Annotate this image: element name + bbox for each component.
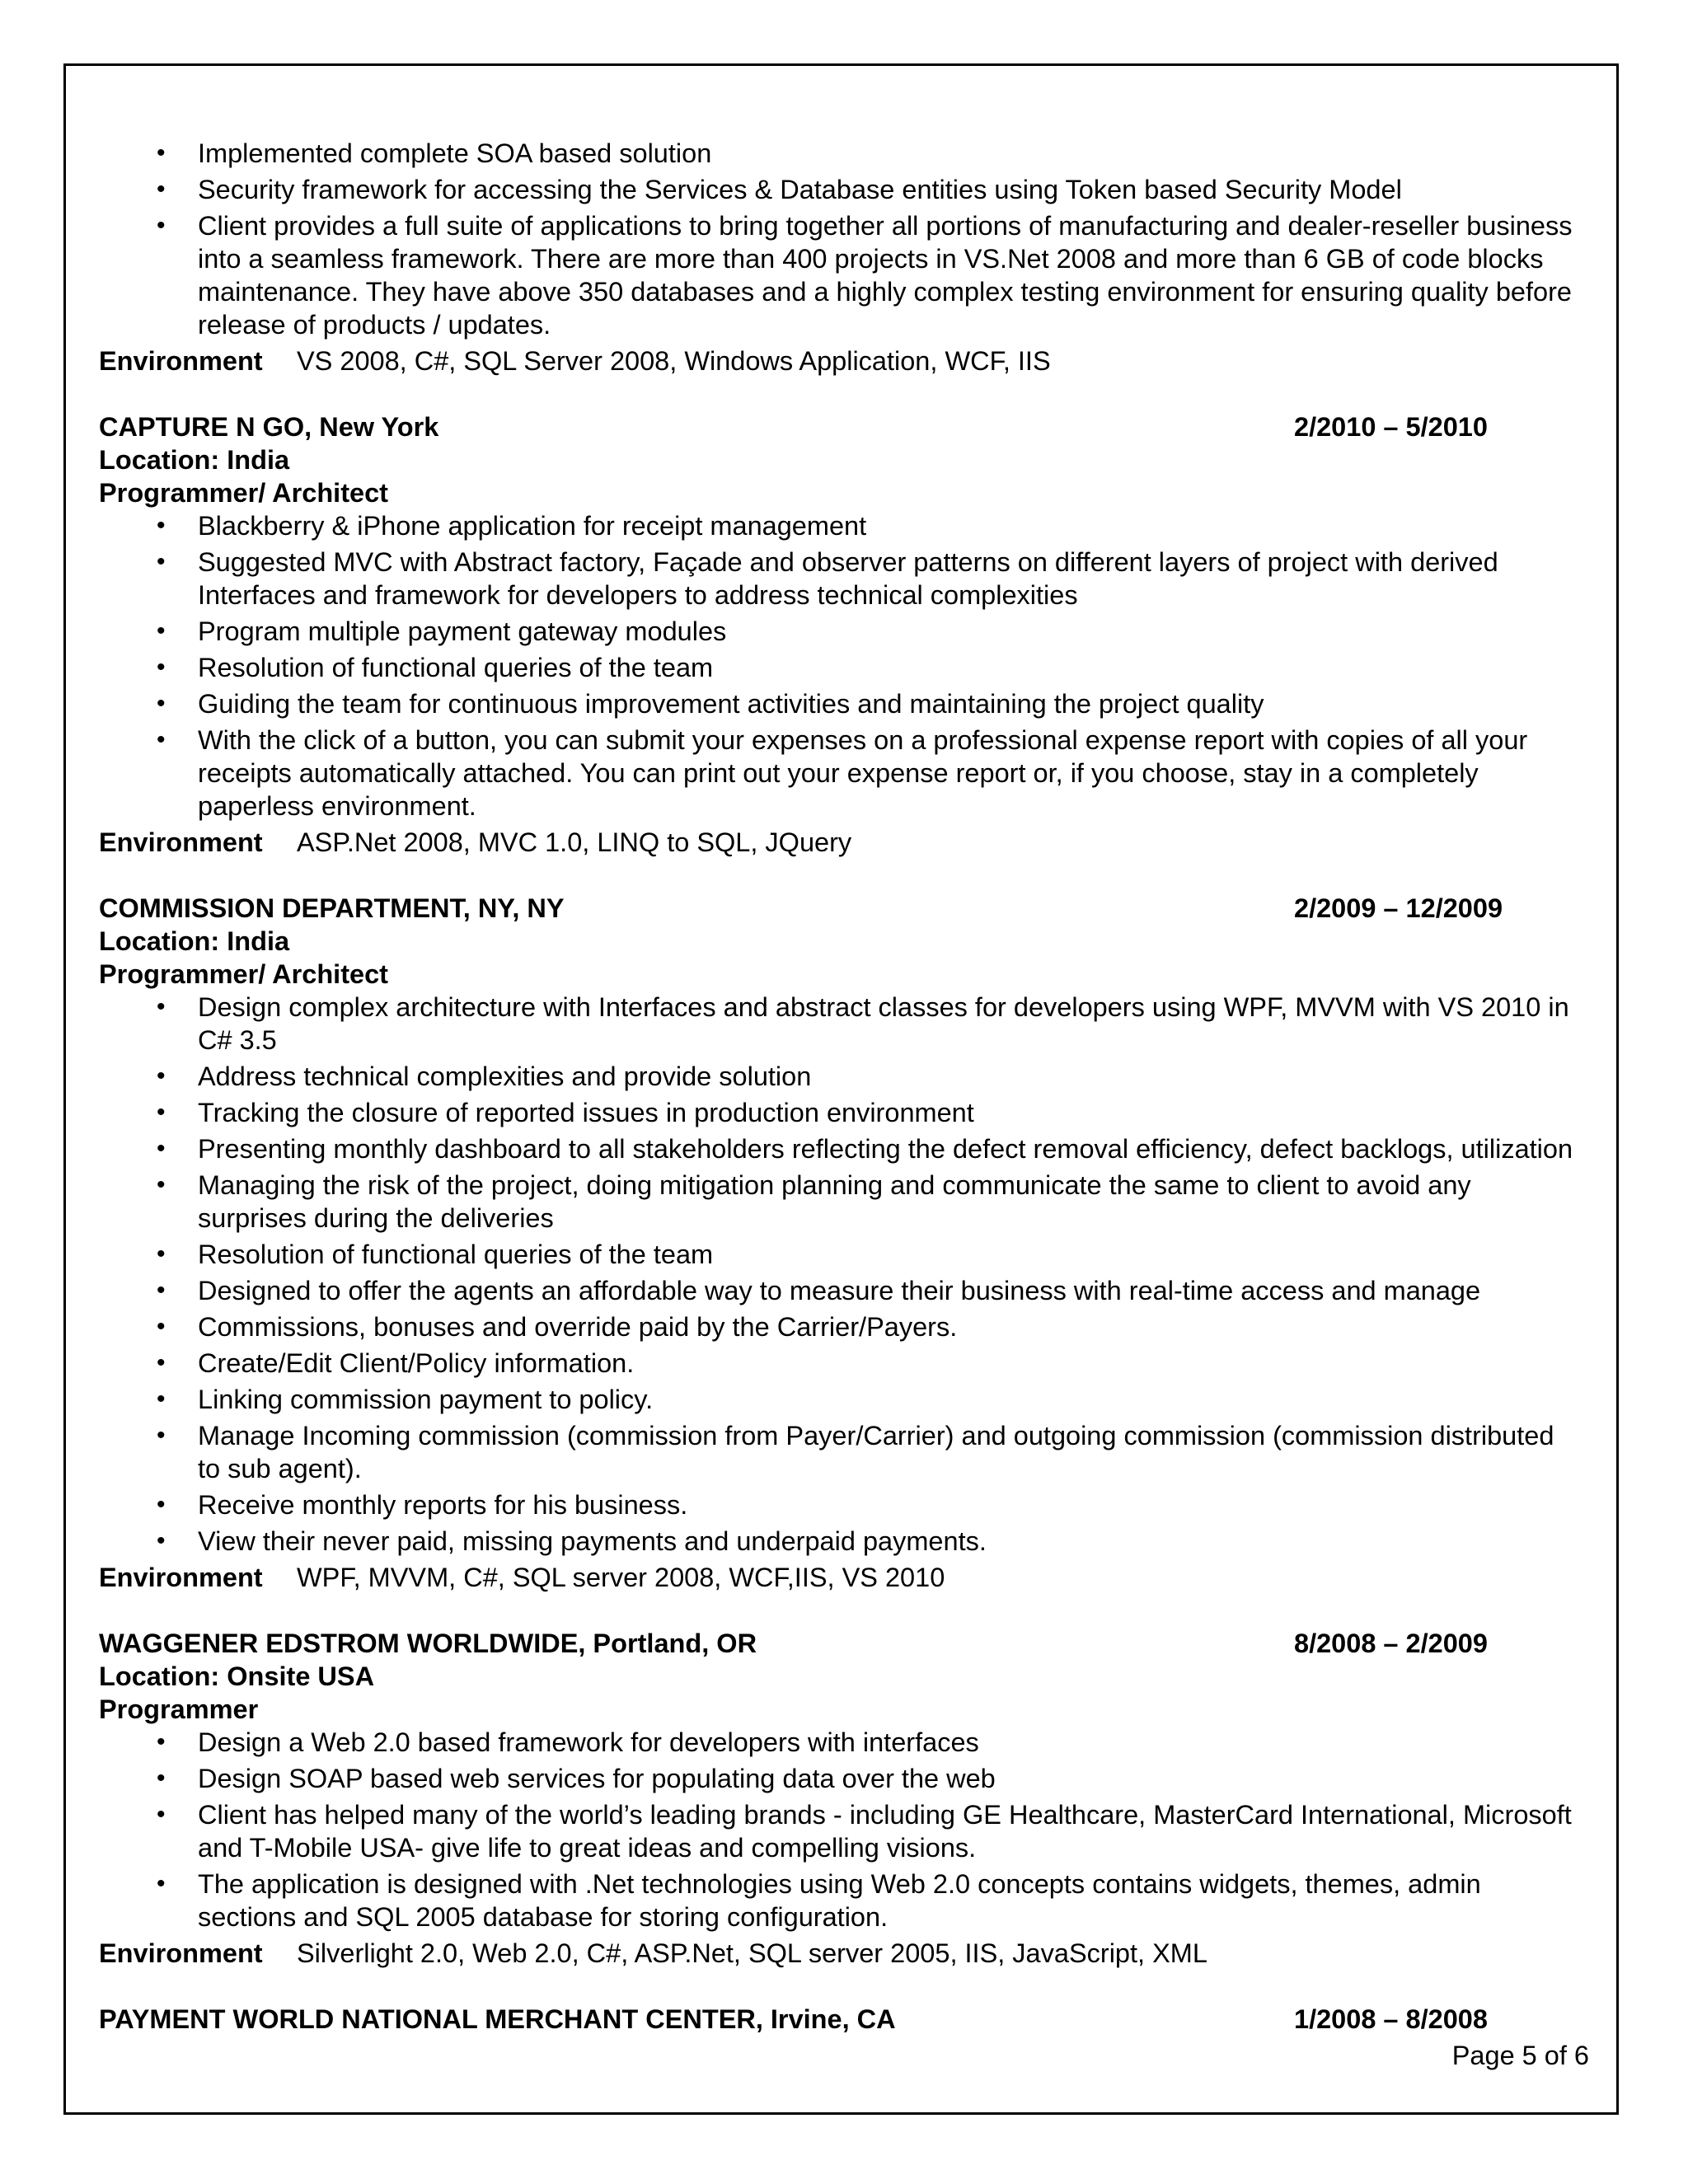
job-dates: 1/2008 – 8/2008 xyxy=(1294,2004,1488,2034)
list-item xyxy=(99,1274,1582,1307)
bullet-icon: • xyxy=(157,1313,166,1340)
bullet-icon: • xyxy=(157,1728,166,1755)
job-location: Location: Onsite USA xyxy=(99,1661,375,1691)
job-dates: 2/2010 – 5/2010 xyxy=(1294,412,1488,442)
bullet-text: Suggested MVC with Abstract factory, Façade and observer patterns on different layers of project with derived Interfaces and framework for developers to address technical complexities xyxy=(198,547,1498,610)
job-location: Location: India xyxy=(99,926,290,956)
list-item xyxy=(99,991,1582,1057)
bullet-text: Presenting monthly dashboard to all stakeholders reflecting the defect removal efficiency, defect backlogs, utilization xyxy=(198,1134,1573,1164)
bullet-icon: • xyxy=(157,1870,166,1897)
list-item xyxy=(99,724,1582,823)
list-item xyxy=(99,1868,1582,1933)
bullet-text: Resolution of functional queries of the team xyxy=(198,653,714,682)
list-item xyxy=(99,1525,1582,1558)
job-header xyxy=(99,892,1582,925)
bullet-icon: • xyxy=(157,139,166,166)
bullet-icon: • xyxy=(157,1277,166,1304)
bullet-icon: • xyxy=(157,1385,166,1413)
environment-label: Environment xyxy=(99,827,263,857)
job-entry-waggener-edstrom xyxy=(99,1627,1582,1970)
job-dates: 2/2009 – 12/2009 xyxy=(1294,893,1503,923)
list-item xyxy=(99,1383,1582,1416)
bullet-text: Commissions, bonuses and override paid by the Carrier/Payers. xyxy=(198,1312,958,1342)
job-entry-payment-world xyxy=(99,2003,1582,2036)
bullet-text: Client provides a full suite of applications to bring together all portions of manufacturing and dealer-reseller business into a seamless framework. There are more than 400 projects in VS.Net 2008 and more than 6 GB of code blocks maintenance. They have above 350 databases and a highly complex testing environment for ensuring quality before release of products / updates. xyxy=(198,211,1573,340)
bullet-text: Resolution of functional queries of the team xyxy=(198,1240,714,1269)
list-item xyxy=(99,1096,1582,1129)
job-bullet-list xyxy=(99,509,1582,823)
job-company: COMMISSION DEPARTMENT, NY, NY xyxy=(99,893,565,923)
job-company: WAGGENER EDSTROM WORLDWIDE, Portland, OR xyxy=(99,1629,757,1658)
environment-row xyxy=(99,826,1582,859)
list-item xyxy=(99,1169,1582,1235)
job-bullet-list xyxy=(99,991,1582,1558)
bullet-icon: • xyxy=(157,176,166,203)
bullet-icon: • xyxy=(157,1240,166,1268)
job-entry-commission-department xyxy=(99,892,1582,1594)
bullet-text: Blackberry & iPhone application for receipt management xyxy=(198,511,867,541)
bullet-text: Client has helped many of the world’s leading brands - including GE Healthcare, MasterCard International, Microsoft and T-Mobile USA- give life to great ideas and compelling visions. xyxy=(198,1800,1572,1863)
bullet-text: Manage Incoming commission (commission from Payer/Carrier) and outgoing commission (commission distributed to sub agent). xyxy=(198,1421,1554,1483)
bullet-text: Managing the risk of the project, doing mitigation planning and communicate the same to client to avoid any surprises during the deliveries xyxy=(198,1170,1471,1233)
list-item xyxy=(99,651,1582,684)
bullet-text: Designed to offer the agents an affordable way to measure their business with real-time access and manage xyxy=(198,1276,1481,1305)
list-item xyxy=(99,546,1582,612)
bullet-icon: • xyxy=(157,1765,166,1792)
bullet-text: Design complex architecture with Interfaces and abstract classes for developers using WPF, MVVM with VS 2010 in C# 3.5 xyxy=(198,992,1569,1055)
list-item xyxy=(99,1726,1582,1759)
environment-value: WPF, MVVM, C#, SQL server 2008, WCF,IIS, VS 2010 xyxy=(297,1563,945,1592)
job-header xyxy=(99,2003,1582,2036)
bullet-icon: • xyxy=(157,1062,166,1090)
bullet-icon: • xyxy=(157,993,166,1020)
page-number: Page 5 of 6 xyxy=(1451,2041,1589,2070)
list-item xyxy=(99,615,1582,648)
bullet-text: Linking commission payment to policy. xyxy=(198,1385,654,1414)
environment-row xyxy=(99,344,1582,377)
job-location: Location: India xyxy=(99,445,290,475)
bullet-text: Program multiple payment gateway modules xyxy=(198,616,727,646)
bullet-text: Design SOAP based web services for populating data over the web xyxy=(198,1764,996,1793)
bullet-icon: • xyxy=(157,654,166,681)
environment-label: Environment xyxy=(99,1938,263,1968)
bullet-text: Receive monthly reports for his business. xyxy=(198,1490,688,1520)
job-dates: 8/2008 – 2/2009 xyxy=(1294,1629,1488,1658)
top-bullet-list xyxy=(99,137,1582,341)
bullet-icon: • xyxy=(157,690,166,717)
bullet-text: Design a Web 2.0 based framework for developers with interfaces xyxy=(198,1727,979,1757)
list-item xyxy=(99,1798,1582,1864)
list-item xyxy=(99,687,1582,720)
bullet-icon: • xyxy=(157,512,166,539)
list-item xyxy=(99,1347,1582,1380)
bullet-icon: • xyxy=(157,617,166,644)
job-company: CAPTURE N GO, New York xyxy=(99,412,439,442)
bullet-icon: • xyxy=(157,1135,166,1162)
bullet-icon: • xyxy=(157,1349,166,1376)
list-item xyxy=(99,173,1582,206)
environment-row xyxy=(99,1561,1582,1594)
bullet-text: View their never paid, missing payments and underpaid payments. xyxy=(198,1526,987,1556)
bullet-icon: • xyxy=(157,726,166,753)
list-item xyxy=(99,137,1582,170)
bullet-icon: • xyxy=(157,1099,166,1126)
list-item xyxy=(99,1488,1582,1521)
list-item xyxy=(99,1762,1582,1795)
bullet-icon: • xyxy=(157,212,166,239)
bullet-icon: • xyxy=(157,548,166,575)
environment-value: Silverlight 2.0, Web 2.0, C#, ASP.Net, SQL server 2005, IIS, JavaScript, XML xyxy=(297,1938,1207,1968)
bullet-icon: • xyxy=(157,1171,166,1198)
job-role: Programmer/ Architect xyxy=(99,478,388,508)
bullet-text: Security framework for accessing the Services & Database entities using Token based Security Model xyxy=(198,175,1402,204)
list-item xyxy=(99,1060,1582,1093)
resume-content xyxy=(99,137,1582,2036)
environment-row xyxy=(99,1937,1582,1970)
environment-label: Environment xyxy=(99,1563,263,1592)
list-item xyxy=(99,1419,1582,1485)
job-entry-capture-n-go xyxy=(99,410,1582,859)
bullet-icon: • xyxy=(157,1422,166,1449)
bullet-text: Address technical complexities and provide solution xyxy=(198,1062,812,1091)
list-item xyxy=(99,509,1582,542)
bullet-text: Implemented complete SOA based solution xyxy=(198,138,712,168)
bullet-icon: • xyxy=(157,1527,166,1554)
list-item xyxy=(99,1310,1582,1343)
job-role: Programmer xyxy=(99,1694,259,1724)
bullet-icon: • xyxy=(157,1491,166,1518)
job-header xyxy=(99,410,1582,443)
bullet-text: The application is designed with .Net technologies using Web 2.0 concepts contains widgets, themes, admin sections and SQL 2005 database for storing configuration. xyxy=(198,1869,1481,1932)
job-role: Programmer/ Architect xyxy=(99,959,388,989)
bullet-text: Guiding the team for continuous improvement activities and maintaining the project quality xyxy=(198,689,1264,719)
list-item xyxy=(99,1132,1582,1165)
bullet-text: Create/Edit Client/Policy information. xyxy=(198,1348,635,1378)
list-item xyxy=(99,1238,1582,1271)
environment-label: Environment xyxy=(99,346,263,376)
job-header xyxy=(99,1627,1582,1660)
job-company: PAYMENT WORLD NATIONAL MERCHANT CENTER, Irvine, CA xyxy=(99,2004,896,2034)
environment-value: VS 2008, C#, SQL Server 2008, Windows Application, WCF, IIS xyxy=(297,346,1051,376)
bullet-icon: • xyxy=(157,1801,166,1828)
list-item xyxy=(99,209,1582,341)
environment-value: ASP.Net 2008, MVC 1.0, LINQ to SQL, JQuery xyxy=(297,827,852,857)
job-bullet-list xyxy=(99,1726,1582,1933)
bullet-text: With the click of a button, you can submit your expenses on a professional expense report with copies of all your receipts automatically attached. You can print out your expense report or, if you choose, stay in a completely paperless environment. xyxy=(198,725,1528,821)
bullet-text: Tracking the closure of reported issues in production environment xyxy=(198,1098,974,1127)
